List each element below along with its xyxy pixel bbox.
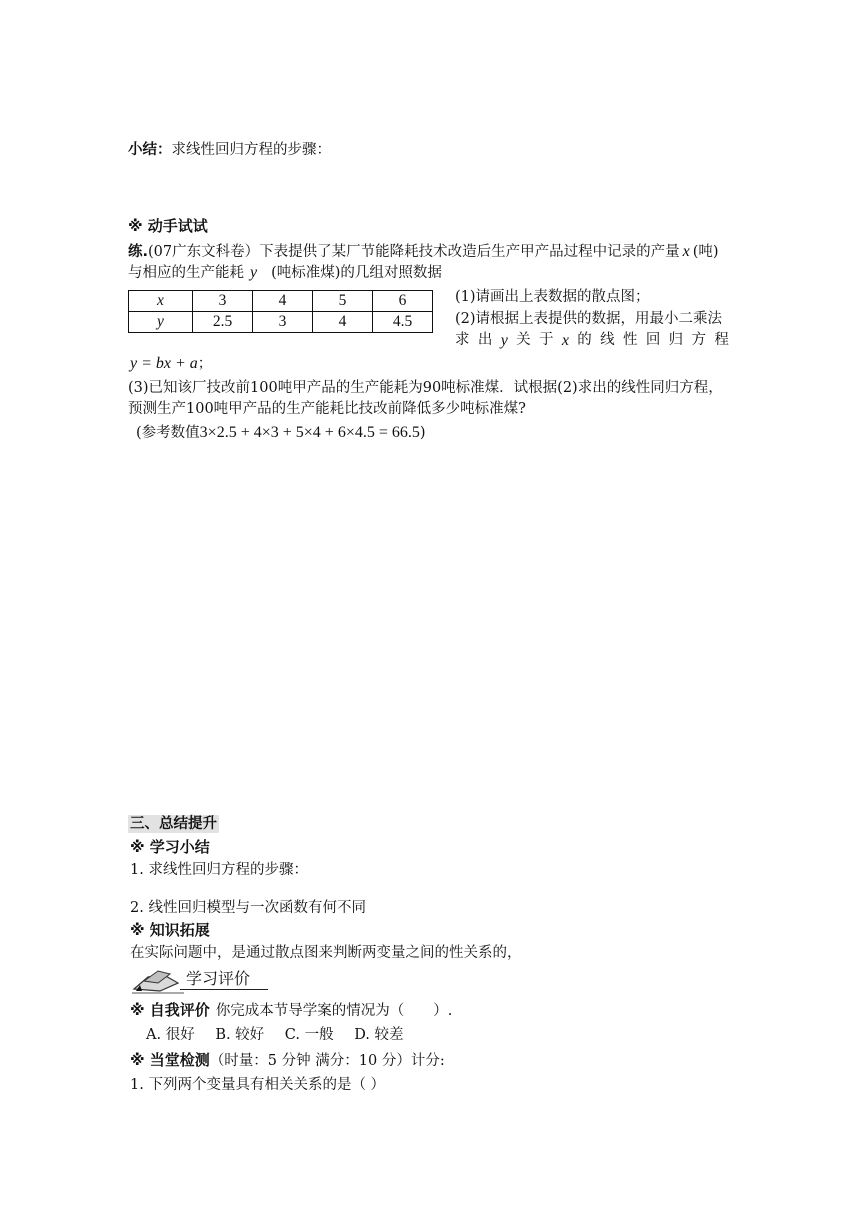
option-d: D. 较差 (354, 1027, 404, 1043)
question-1: (1)请画出上表数据的散点图； (455, 289, 650, 305)
question-3-line-1: (3)已知该厂技改前100吨甲产品的生产能耗为90吨标准煤．试根据(2)求出的线性同归方程， (128, 380, 723, 396)
option-c: C. 一般 (284, 1027, 334, 1043)
problem-text-2b: (吨标准煤)的几组对照数据 (271, 265, 442, 281)
question-2-line-2 (455, 331, 729, 351)
q2-word: 回 (645, 332, 661, 348)
table-row-x (129, 291, 433, 312)
self-eval-heading: ※ 自我评价 (130, 1001, 210, 1019)
table-row-y (129, 312, 433, 333)
evaluation-banner (130, 965, 270, 995)
summary-label: 小结： (128, 142, 172, 158)
study-summary-item-1: 1. 求线性回归方程的步骤： (130, 862, 308, 878)
problem-text-2a: 与相应的生产能耗 (128, 265, 244, 281)
q2-var-x: x (561, 332, 569, 349)
equation-suffix: ； (197, 356, 213, 372)
q2-word: 的 (577, 332, 592, 348)
class-test-heading: ※ 当堂检测 (130, 1051, 210, 1069)
q2-word: 方 (691, 332, 706, 348)
practice-heading: ※ 动手试试 (128, 217, 208, 235)
q2-word: 程 (714, 332, 729, 348)
option-a: A. 很好 (146, 1027, 195, 1043)
q2-word: 求 (455, 332, 470, 348)
section-3-heading: 三、总结提升 (130, 816, 217, 832)
self-eval-options (146, 1026, 404, 1044)
variable-y: y (250, 264, 258, 281)
regression-equation: y = bx + a (130, 355, 198, 372)
class-test-line (130, 1051, 445, 1070)
reference-values (136, 423, 426, 443)
q2-word: 归 (668, 332, 684, 348)
class-test-text: （时量：5 分钟 满分：10 分）计分: (209, 1053, 445, 1069)
study-summary-heading: ※ 学习小结 (130, 838, 210, 856)
variable-x: x (682, 243, 690, 260)
data-table (128, 290, 433, 333)
table-cell: 2.5 (193, 312, 253, 333)
study-summary-item-2: 2. 线性回归模型与一次函数有何不同 (130, 900, 366, 916)
reference-prefix: (参考数值 (136, 425, 200, 441)
problem-line-1 (128, 242, 719, 262)
table-cell: 4.5 (373, 312, 433, 333)
reference-suffix: ) (419, 425, 426, 441)
problem-prefix: 练. (128, 244, 149, 260)
q2-word: 于 (538, 332, 554, 348)
table-cell: 4 (253, 291, 313, 312)
q2-word: 出 (477, 332, 493, 348)
evaluation-banner-icon (130, 965, 186, 995)
table-header-y: y (129, 312, 193, 333)
knowledge-ext-heading: ※ 知识拓展 (130, 921, 210, 939)
question-3-line-2: 预测生产100吨甲产品的生产能耗比技改前降低多少吨标准煤? (128, 401, 526, 417)
self-eval-text: 你完成本节导学案的情况为（ ）. (215, 1003, 453, 1019)
q2-word: 关 (516, 332, 531, 348)
summary-line (128, 141, 331, 159)
q2-word: 性 (622, 332, 638, 348)
problem-text-1: (07广东文科卷）下表提供了某厂节能降耗技术改造后生产甲产品过程中记录的产量 (148, 244, 680, 260)
table-header-x: x (129, 291, 193, 312)
table-cell: 6 (373, 291, 433, 312)
table-cell: 3 (193, 291, 253, 312)
table-cell: 5 (313, 291, 373, 312)
option-b: B. 较好 (215, 1027, 265, 1043)
table-cell: 4 (313, 312, 373, 333)
unit-x: (吨) (692, 244, 719, 260)
problem-line-2 (128, 263, 442, 283)
summary-text: 求线性回归方程的步骤： (171, 142, 331, 158)
question-2-line-1: (2)请根据上表提供的数据，用最小二乘法 (455, 311, 723, 327)
class-test-question-1: 1. 下列两个变量具有相关关系的是（ ） (130, 1077, 386, 1093)
equation-line (130, 354, 212, 374)
self-eval-line (130, 1001, 452, 1020)
q2-word: 线 (600, 332, 615, 348)
evaluation-banner-label: 学习评价 (180, 969, 268, 990)
reference-expression: 3×2.5 + 4×3 + 5×4 + 6×4.5 = 66.5 (199, 424, 420, 441)
knowledge-ext-text: 在实际问题中，是通过散点图来判断两变量之间的性关系的， (130, 945, 522, 961)
q2-var-y: y (500, 332, 508, 349)
table-cell: 3 (253, 312, 313, 333)
